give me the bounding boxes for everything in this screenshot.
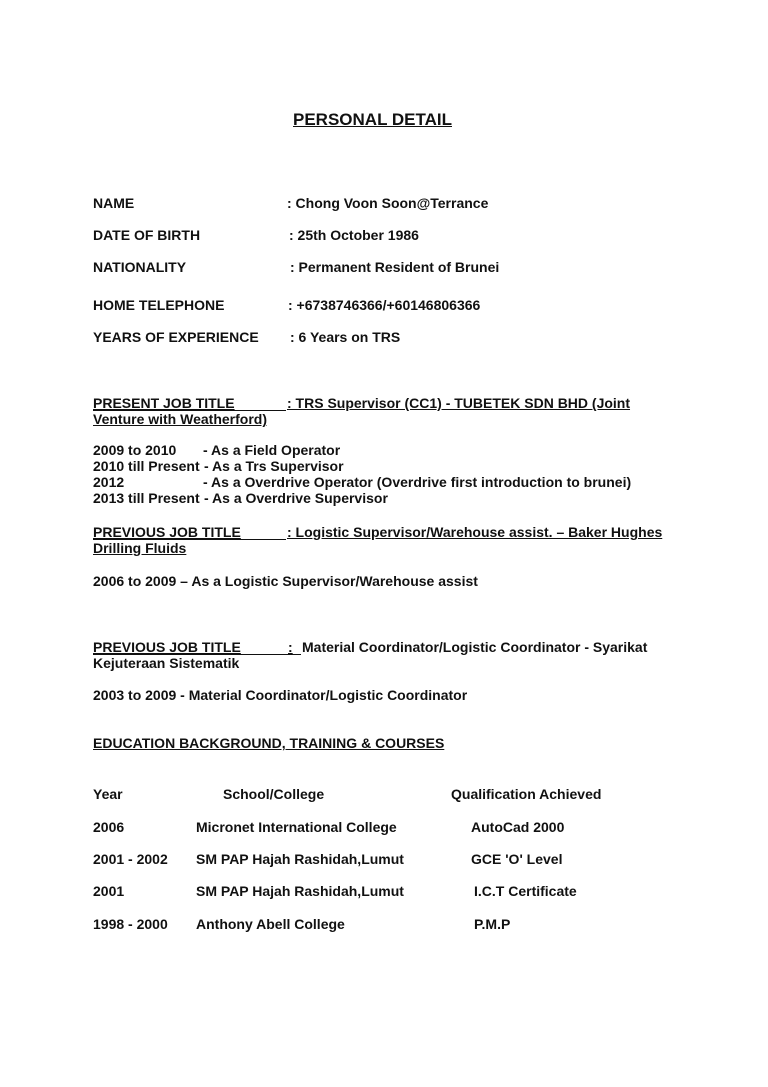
education-school: SM PAP Hajah Rashidah,Lumut [196,851,404,867]
dob-value: : 25th October 1986 [289,227,419,243]
phone-value: : +6738746366/+60146806366 [288,297,481,313]
previous-job-1-detail: 2006 to 2009 – As a Logistic Supervisor/Warehouse assist [93,573,478,589]
education-header-year: Year [93,786,123,802]
previous-job-1-value-line1: : Logistic Supervisor/Warehouse assist. – Baker Hughes [287,524,663,540]
education-header-school: School/College [223,786,325,802]
previous-job-1-label: PREVIOUS JOB TITLE [93,524,241,540]
education-qualification: P.M.P [474,916,511,932]
education-heading: EDUCATION BACKGROUND, TRAINING & COURSES [93,735,445,751]
present-job-label: PRESENT JOB TITLE [93,395,235,411]
history-desc: - As a Field Operator [203,442,341,458]
present-job-value-line1: : TRS Supervisor (CC1) - TUBETEK SDN BHD (Joint [287,395,631,411]
present-job-value-line2: Venture with Weatherford) [93,411,267,427]
education-qualification: I.C.T Certificate [474,883,577,899]
nationality-value: : Permanent Resident of Brunei [290,259,500,275]
page-title: PERSONAL DETAIL [293,110,452,129]
history-year: 2009 to 2010 [93,442,177,458]
history-desc: - As a Trs Supervisor [204,458,344,474]
education-qualification: GCE 'O' Level [471,851,563,867]
history-year: 2010 till Present [93,458,200,474]
education-header-qualification: Qualification Achieved [451,786,602,802]
education-year: 2006 [93,819,125,835]
previous-job-1-value-line2: Drilling Fluids [93,540,187,556]
previous-job-2-colon: : [288,639,293,655]
education-school: Micronet International College [196,819,397,835]
dob-label: DATE OF BIRTH [93,227,201,243]
education-school: Anthony Abell College [196,916,345,932]
history-desc: - As a Overdrive Supervisor [204,490,388,506]
education-qualification: AutoCad 2000 [471,819,565,835]
nationality-label: NATIONALITY [93,259,187,275]
experience-label: YEARS OF EXPERIENCE [93,329,259,345]
education-year: 1998 - 2000 [93,916,168,932]
previous-job-2-value-line1: Material Coordinator/Logistic Coordinator - Syarikat [302,639,648,655]
history-desc: - As a Overdrive Operator (Overdrive first introduction to brunei) [203,474,632,490]
previous-job-2-label: PREVIOUS JOB TITLE [93,639,241,655]
name-label: NAME [93,195,135,211]
previous-job-2-detail: 2003 to 2009 - Material Coordinator/Logistic Coordinator [93,687,468,703]
education-year: 2001 [93,883,125,899]
name-value: : Chong Voon Soon@Terrance [287,195,489,211]
education-school: SM PAP Hajah Rashidah,Lumut [196,883,404,899]
history-year: 2013 till Present [93,490,200,506]
experience-value: : 6 Years on TRS [290,329,401,345]
previous-job-2-value-line2: Kejuteraan Sistematik [93,655,240,671]
history-year: 2012 [93,474,125,490]
education-year: 2001 - 2002 [93,851,168,867]
phone-label: HOME TELEPHONE [93,297,225,313]
